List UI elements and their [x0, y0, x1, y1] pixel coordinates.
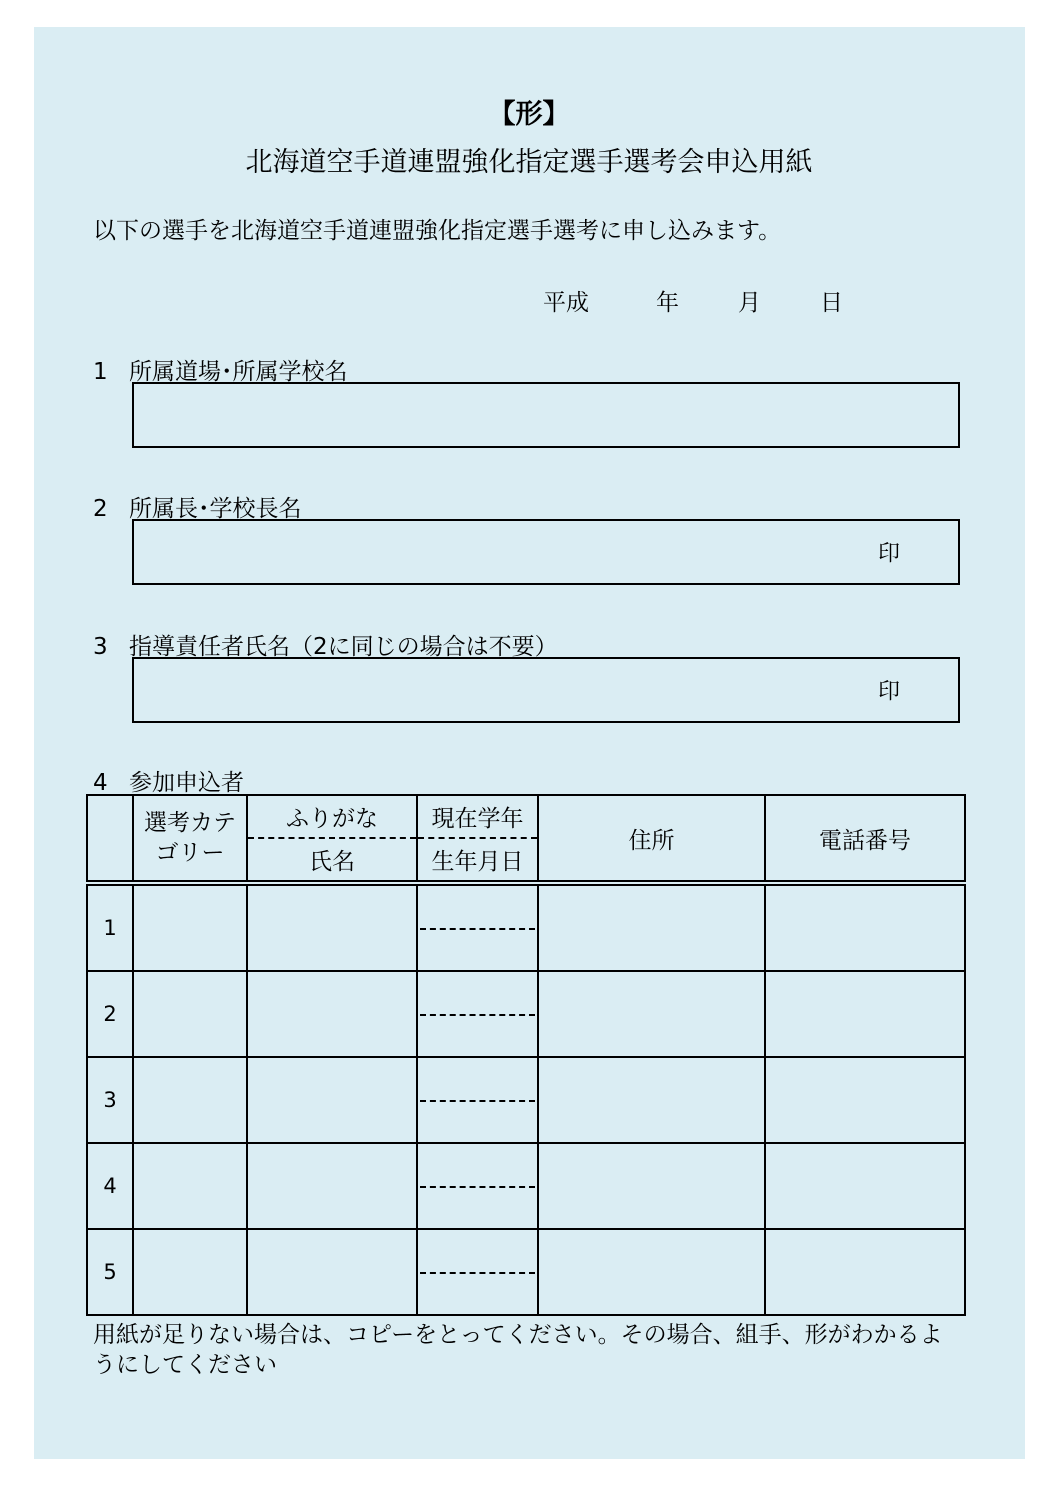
section-number: 1 [93, 359, 108, 385]
header-name: 氏名 [309, 849, 355, 875]
section-label-text: 所属長･学校長名 [129, 496, 302, 522]
phone-cell[interactable] [765, 1229, 965, 1315]
address-cell[interactable] [538, 883, 765, 971]
table-row [87, 1143, 965, 1229]
name-cell[interactable] [247, 971, 417, 1057]
head-name-field[interactable] [132, 519, 960, 585]
section-number: 3 [93, 634, 108, 660]
phone-cell[interactable] [765, 971, 965, 1057]
form-title: 北海道空手道連盟強化指定選手選考会申込用紙 [245, 147, 813, 178]
category-cell[interactable] [133, 1229, 247, 1315]
section-number: 4 [93, 770, 108, 796]
date-year-label: 年 [656, 290, 679, 316]
header-grade-birthdate [417, 795, 538, 883]
row-number: 1 [87, 883, 133, 971]
table-row [87, 971, 965, 1057]
name-cell[interactable] [247, 1143, 417, 1229]
dojo-school-name-field[interactable] [132, 382, 960, 448]
date-era: 平成 [543, 290, 589, 316]
row-number: 5 [87, 1229, 133, 1315]
address-cell[interactable] [538, 1143, 765, 1229]
address-cell[interactable] [538, 1057, 765, 1143]
header-furigana: ふりがな [248, 796, 416, 839]
header-grade: 現在学年 [418, 796, 537, 839]
seal-mark: 印 [877, 541, 900, 567]
date-month-label: 月 [738, 290, 761, 316]
header-category: 選考カテゴリー [133, 795, 247, 883]
section-label-text: 指導責任者氏名（2に同じの場合は不要） [129, 634, 558, 660]
header-furigana-name [247, 795, 417, 883]
form-type-tag: 【形】 [488, 99, 570, 130]
name-cell[interactable] [247, 1057, 417, 1143]
grade-birthdate-cell[interactable] [417, 883, 538, 971]
category-cell[interactable] [133, 1143, 247, 1229]
section-number: 2 [93, 496, 108, 522]
header-address: 住所 [538, 795, 765, 883]
grade-birthdate-cell[interactable] [417, 971, 538, 1057]
instructor-name-field[interactable] [132, 657, 960, 723]
address-cell[interactable] [538, 971, 765, 1057]
participants-table [86, 794, 966, 1316]
category-cell[interactable] [133, 883, 247, 971]
category-cell[interactable] [133, 1057, 247, 1143]
table-header-row [87, 795, 965, 883]
phone-cell[interactable] [765, 1057, 965, 1143]
phone-cell[interactable] [765, 883, 965, 971]
category-cell[interactable] [133, 971, 247, 1057]
row-number: 2 [87, 971, 133, 1057]
table-row [87, 1057, 965, 1143]
intro-text: 以下の選手を北海道空手道連盟強化指定選手選考に申し込みます。 [93, 218, 782, 244]
grade-birthdate-cell[interactable] [417, 1143, 538, 1229]
row-number: 3 [87, 1057, 133, 1143]
section-label-text: 所属道場･所属学校名 [129, 359, 348, 385]
section-4-label [93, 764, 244, 797]
header-birthdate: 生年月日 [431, 849, 524, 875]
grade-birthdate-cell[interactable] [417, 1057, 538, 1143]
table-row [87, 1229, 965, 1315]
row-number: 4 [87, 1143, 133, 1229]
seal-mark: 印 [877, 679, 900, 705]
name-cell[interactable] [247, 883, 417, 971]
grade-birthdate-cell[interactable] [417, 1229, 538, 1315]
header-phone: 電話番号 [765, 795, 965, 883]
footnote: 用紙が足りない場合は、コピーをとってください。その場合、組手、形がわかるようにしてください [93, 1322, 943, 1378]
header-row-number [87, 795, 133, 883]
date-day-label: 日 [820, 290, 843, 316]
phone-cell[interactable] [765, 1143, 965, 1229]
table-row [87, 883, 965, 971]
name-cell[interactable] [247, 1229, 417, 1315]
address-cell[interactable] [538, 1229, 765, 1315]
section-label-text: 参加申込者 [129, 770, 244, 796]
